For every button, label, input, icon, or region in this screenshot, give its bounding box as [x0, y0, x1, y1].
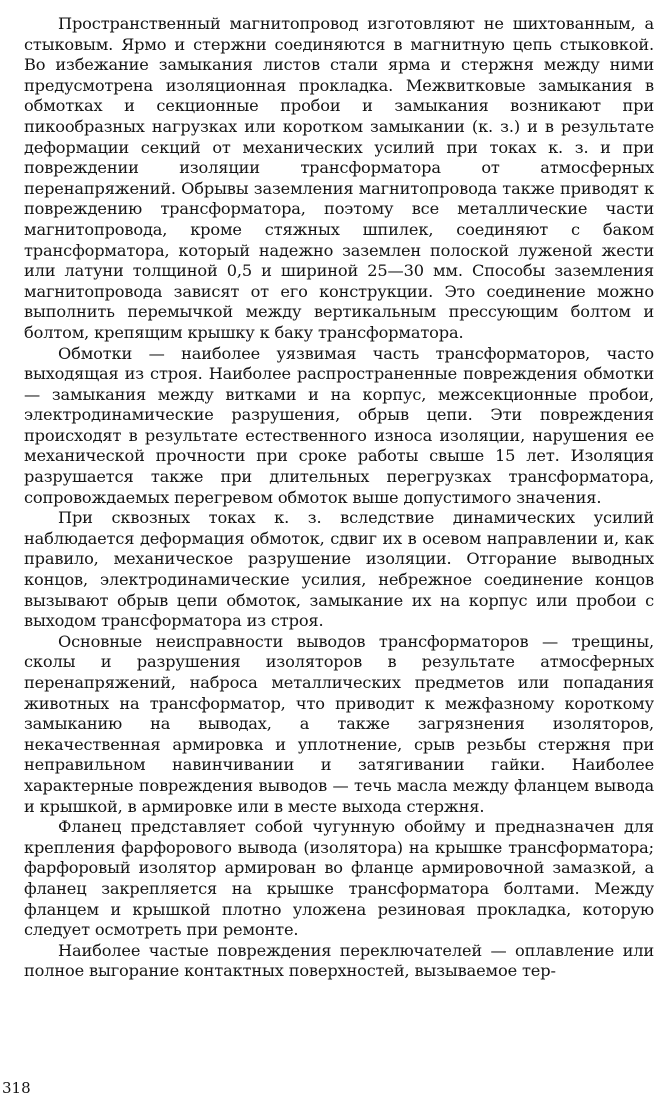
paragraph-through-currents: При сквозных токах к. з. вследствие динамических усилий наблюдается деформация обмоток, сдвиг их в осевом направлении и, как правило, механическое разрушение изоляции. Отгорание выводных концов, электродинамические усилия, небрежное соединение концов вызывают обрыв цепи обмоток, замыкание их на корпус или пробои с выходом трансформатора из строя.: [24, 508, 654, 631]
page-text: [24, 14, 654, 982]
paragraph-windings: Обмотки — наиболее уязвимая часть трансформаторов, часто выходящая из строя. Наиболее распространенные повреждения обмотки — замыкания между витками и на корпус, межсекционные пробои, электродинамические разрушения, обрыв цепи. Эти повреждения происходят в результате естественного износа изоляции, нарушения ее механической прочности при сроке работы свыше 15 лет. Изоляция разрушается также при длительных перегрузках трансформатора, сопровождаемых перегревом обмоток выше допустимого значения.: [24, 343, 654, 507]
paragraph-flange: Фланец представляет собой чугунную обойму и предназначен для крепления фарфорового вывода (изолятора) на крышке трансформатора; фарфоровый изолятор армирован во фланце армировочной замазкой, а фланец закрепляется на крышке трансформатора болтами. Между фланцем и крышкой плотно уложена резиновая прокладка, которую следует осмотреть при ремонте.: [24, 817, 654, 940]
paragraph-switches: Наиболее частые повреждения переключателей — оплавление или полное выгорание контактных поверхностей, вызываемое тер-: [24, 940, 654, 981]
page-number: 318: [2, 1079, 31, 1097]
paragraph-magnetic-core: Пространственный магнитопровод изготовляют не шихтованным, а стыковым. Ярмо и стержни соединяются в магнитную цепь стыковкой. Во избежание замыкания листов стали ярма и стержня между ними предусмотрена изоляционная прокладка. Межвитковые замыкания в обмотках и секционные пробои и замыкания возникают при пикообразных нагрузках или коротком замыкании (к. з.) и в результате деформации секций от механических усилий при токах к. з. и при повреждении изоляции трансформатора от атмосферных перенапряжений. Обрывы заземления магнитопровода также приводят к повреждению трансформатора, поэтому все металлические части магнитопровода, кроме стяжных шпилек, соединяют с баком трансформатора, который надежно заземлен полоской луженой жести или латуни толщиной 0,5 и шириной 25—30 мм. Способы заземления магнитопровода зависят от его конструкции. Это соединение можно выполнить перемычкой между вертикальным прессующим болтом и болтом, крепящим крышку к баку трансформатора.: [24, 14, 654, 342]
paragraph-bushings: Основные неисправности выводов трансформаторов — трещины, сколы и разрушения изоляторов в результате атмосферных перенапряжений, наброса металлических предметов или попадания животных на трансформатор, что приводит к межфазному короткому замыканию на выводах, а также загрязнения изоляторов, некачественная армировка и уплотнение, срыв резьбы стержня при неправильном навинчивании и затягивании гайки. Наиболее характерные повреждения выводов — течь масла между фланцем вывода и крышкой, в армировке или в месте выхода стержня.: [24, 631, 654, 816]
